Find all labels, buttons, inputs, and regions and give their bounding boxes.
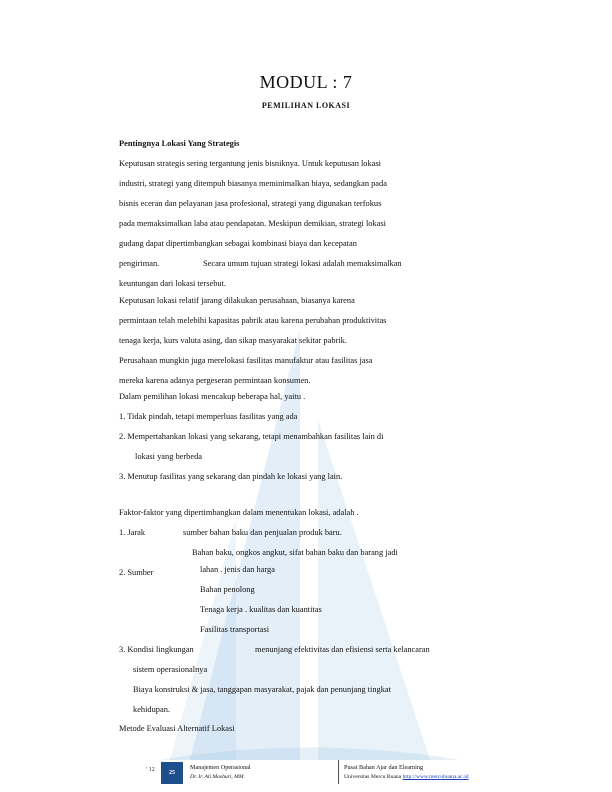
body-line: Secara umum tujuan strategi lokasi adalah memaksimalkan (203, 259, 402, 268)
body-line: gudang dapat dipertimbangkan sebagai kombinasi biaya dan kecepatan (119, 239, 357, 248)
body-line: Keputusan lokasi relatif jarang dilakukan perusahaan, biasanya karena (119, 296, 355, 305)
factor-label-jarak: 1. Jarak (119, 528, 146, 537)
factor-value-sumber: Bahan penolong (200, 585, 255, 594)
module-subtitle: PEMILIHAN LOKASI (261, 101, 351, 110)
factor-value-jarak: sumber bahan baku dan penjualan produk baru. (183, 528, 342, 537)
footer-left-mark: ' 12 (146, 767, 155, 773)
body-line: pada memaksimalkan laba atau pendapatan. Meskipun demikian, strategi lokasi (119, 219, 386, 228)
footer-website-link[interactable]: http://www.mercubuana.ac.id (402, 774, 469, 780)
factor-value-sumber: lahan . jenis dan harga (200, 565, 275, 574)
body-line: Keputusan strategis sering tergantung jenis bisniknya. Untuk keputusan lokasi (119, 159, 381, 168)
factors-intro: Faktor-faktor yang dipertimbangkan dalam menentukan lokasi, adalah . (119, 508, 359, 517)
body-line: permintaan telah melebihi kapasitas pabrik atau karena perubahan produktivitas (119, 316, 387, 325)
list-item: 1. Tidak pindah, tetapi memperluas fasilitas yang ada (119, 412, 298, 421)
factor-value-kondisi: kehidupan. (133, 705, 170, 714)
body-line: industri, strategi yang ditempuh biasanya meminimalkan biaya, sedangkan pada (119, 179, 387, 188)
list-item: 2. Mempertahankan lokasi yang sekarang, tetapi menambahkan fasilitas lain di (119, 432, 384, 441)
footer-course-title: Manajemen Operasional (190, 764, 251, 771)
section-heading: Pentingnya Lokasi Yang Strategis (119, 139, 240, 148)
body-line: mereka karena adanya pergeseran permintaan konsumen. (119, 376, 311, 385)
list-item: 3. Menutup fasilitas yang sekarang dan pindah ke lokasi yang lain. (119, 472, 343, 481)
page-number-badge: 25 (161, 762, 183, 784)
body-line: pengiriman. (119, 259, 160, 268)
factor-value-sumber: Tenaga kerja . kualitas dan kuantitas (200, 605, 322, 614)
factor-value-sumber: Bahan baku, ongkos angkut, sifat bahan baku dan barang jadi (192, 548, 398, 557)
footer-author: Dr. Ir. Ali Mashuri, MM. (190, 774, 245, 780)
factor-value-kondisi: Biaya konstruksi & jasa, tanggapan masyarakat, pajak dan penunjang tingkat (133, 685, 391, 694)
footer-university (344, 774, 469, 780)
footer-divider (338, 760, 339, 784)
module-title: MODUL : 7 (259, 72, 353, 92)
factor-value-sumber: Fasilitas transportasi (200, 625, 270, 634)
factor-value-kondisi: menunjang efektivitas dan efisiensi serta kelancaran (255, 645, 430, 654)
body-line: bisnis eceran dan pelayanan jasa profesional, strategi yang digunakan terfokus (119, 199, 382, 208)
body-line: keuntungan dari lokasi tersebut. (119, 279, 226, 288)
factor-value-kondisi: sistem operasionalnya (133, 665, 208, 674)
body-line: tenaga kerja, kurs valuta asing, dan sikap masyarakat sekitar pabrik. (119, 336, 347, 345)
footer-center-title: Pusat Bahan Ajar dan Elearning (344, 764, 424, 771)
method-heading: Metode Evaluasi Alternatif Lokasi (119, 724, 235, 733)
list-item-continuation: lokasi yang berbeda (135, 452, 202, 461)
factor-label-sumber: 2. Sumber (119, 568, 154, 577)
body-line: Perusahaan mungkin juga merelokasi fasilitas manufaktur atau fasilitas jasa (119, 356, 373, 365)
body-line: Dalam pemilihan lokasi mencakup beberapa hal, yaitu . (119, 392, 306, 401)
factor-label-kondisi: 3. Kondisi lingkungan (119, 645, 194, 654)
footer-university-name: Universitas Mercu Buana (344, 774, 402, 780)
